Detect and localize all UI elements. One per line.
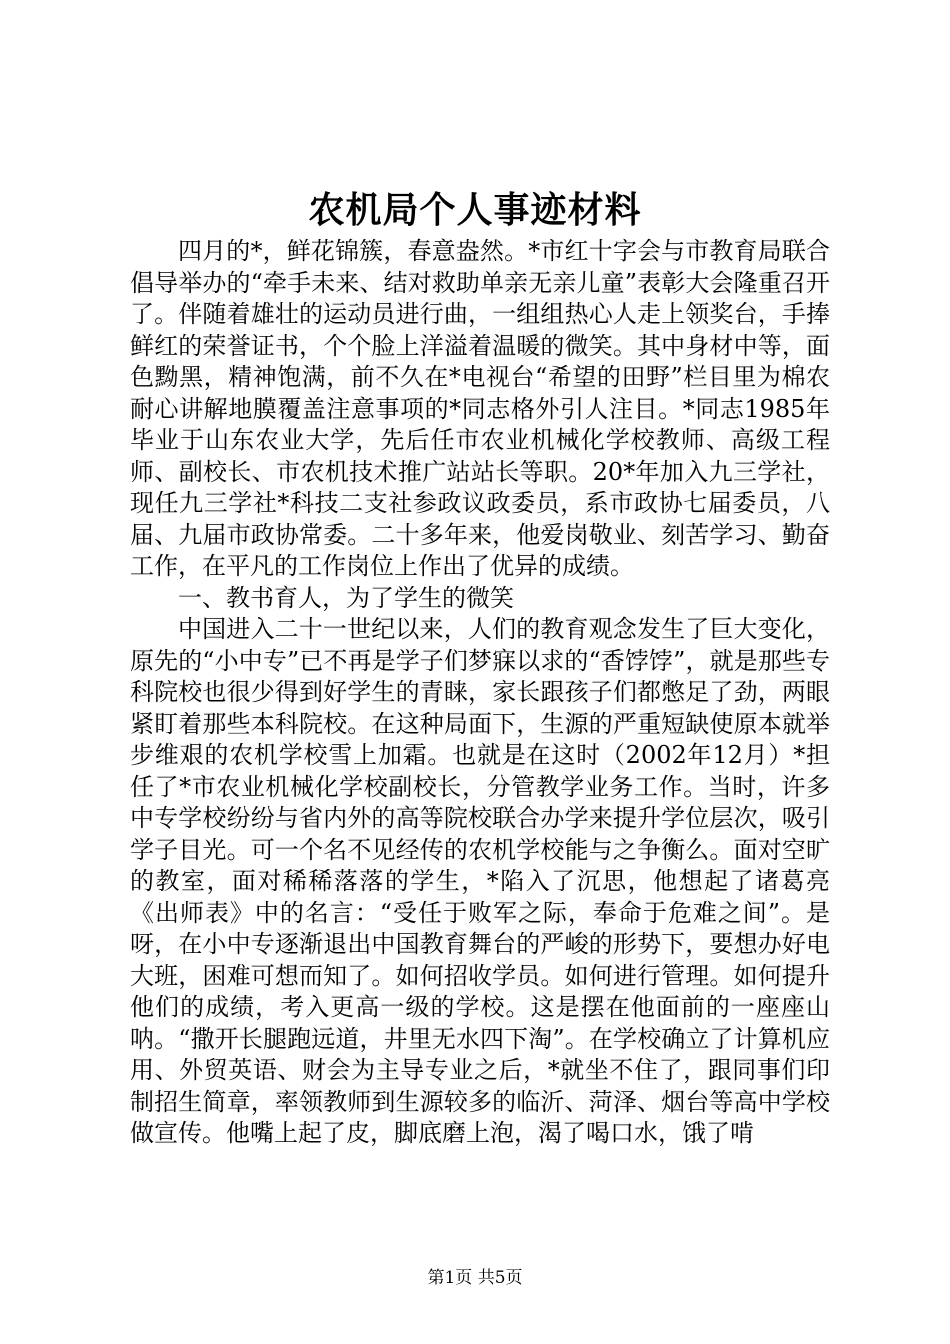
section-heading-1: 一、教书育人，为了学生的微笑 <box>178 583 514 612</box>
document-body <box>130 236 830 1150</box>
paragraph-intro: 四月的*，鲜花锦簇，春意盎然。*市红十字会与市教育局联合倡导举办的“牵手未来、结对救助单亲无亲儿童”表彰大会隆重召开了。伴随着雄壮的运动员进行曲，一组组热心人走上领奖台，手捧鲜红的荣誉证书，个个脸上洋溢着温暖的微笑。其中身材中等，面色黝黑，精神饱满，前不久在*电视台“希望的田野”栏目里为棉农耐心讲解地膜覆盖注意事项的*同志格外引人注目。*同志1985年毕业于山东农业大学，先后任市农业机械化学校教师、高级工程师、副校长、市农机技术推广站站长等职。20*年加入九三学社，现任九三学社*科技二支社参政议政委员，系市政协七届委员，八届、九届市政协常委。二十多年来，他爱岗敬业、刻苦学习、勤奋工作，在平凡的工作岗位上作出了优异的成绩。 <box>130 237 830 580</box>
paragraph-section-1: 中国进入二十一世纪以来，人们的教育观念发生了巨大变化，原先的“小中专”已不再是学子们梦寐以求的“香饽饽”，就是那些专科院校也很少得到好学生的青睐，家长跟孩子们都憋足了劲，两眼紧盯着那些本科院校。在这种局面下，生源的严重短缺使原本就举步维艰的农机学校雪上加霜。也就是在这时（2002年12月）*担任了*市农业机械化学校副校长，分管教学业务工作。当时，许多中专学校纷纷与省内外的高等院校联合办学来提升学位层次，吸引学子目光。可一个名不见经传的农机学校能与之争衡么。面对空旷的教室，面对稀稀落落的学生，*陷入了沉思，他想起了诸葛亮《出师表》中的名言：“受任于败军之际，奉命于危难之间”。是呀，在小中专逐渐退出中国教育舞台的严峻的形势下，要想办好电大班，困难可想而知了。如何招收学员。如何进行管理。如何提升他们的成绩，考入更高一级的学校。这是摆在他面前的一座座山呐。“撒开长腿跑远道，井里无水四下淘”。在学校确立了计算机应用、外贸英语、财会为主导专业之后，*就坐不住了，跟同事们印制招生简章，率领教师到生源较多的临沂、菏泽、烟台等高中学校做宣传。他嘴上起了皮，脚底磨上泡，渴了喝口水，饿了啃 <box>130 615 830 1147</box>
document-title: 农机局个人事迹材料 <box>308 189 642 231</box>
page-number-footer: 第1页 共5页 <box>427 1268 523 1288</box>
